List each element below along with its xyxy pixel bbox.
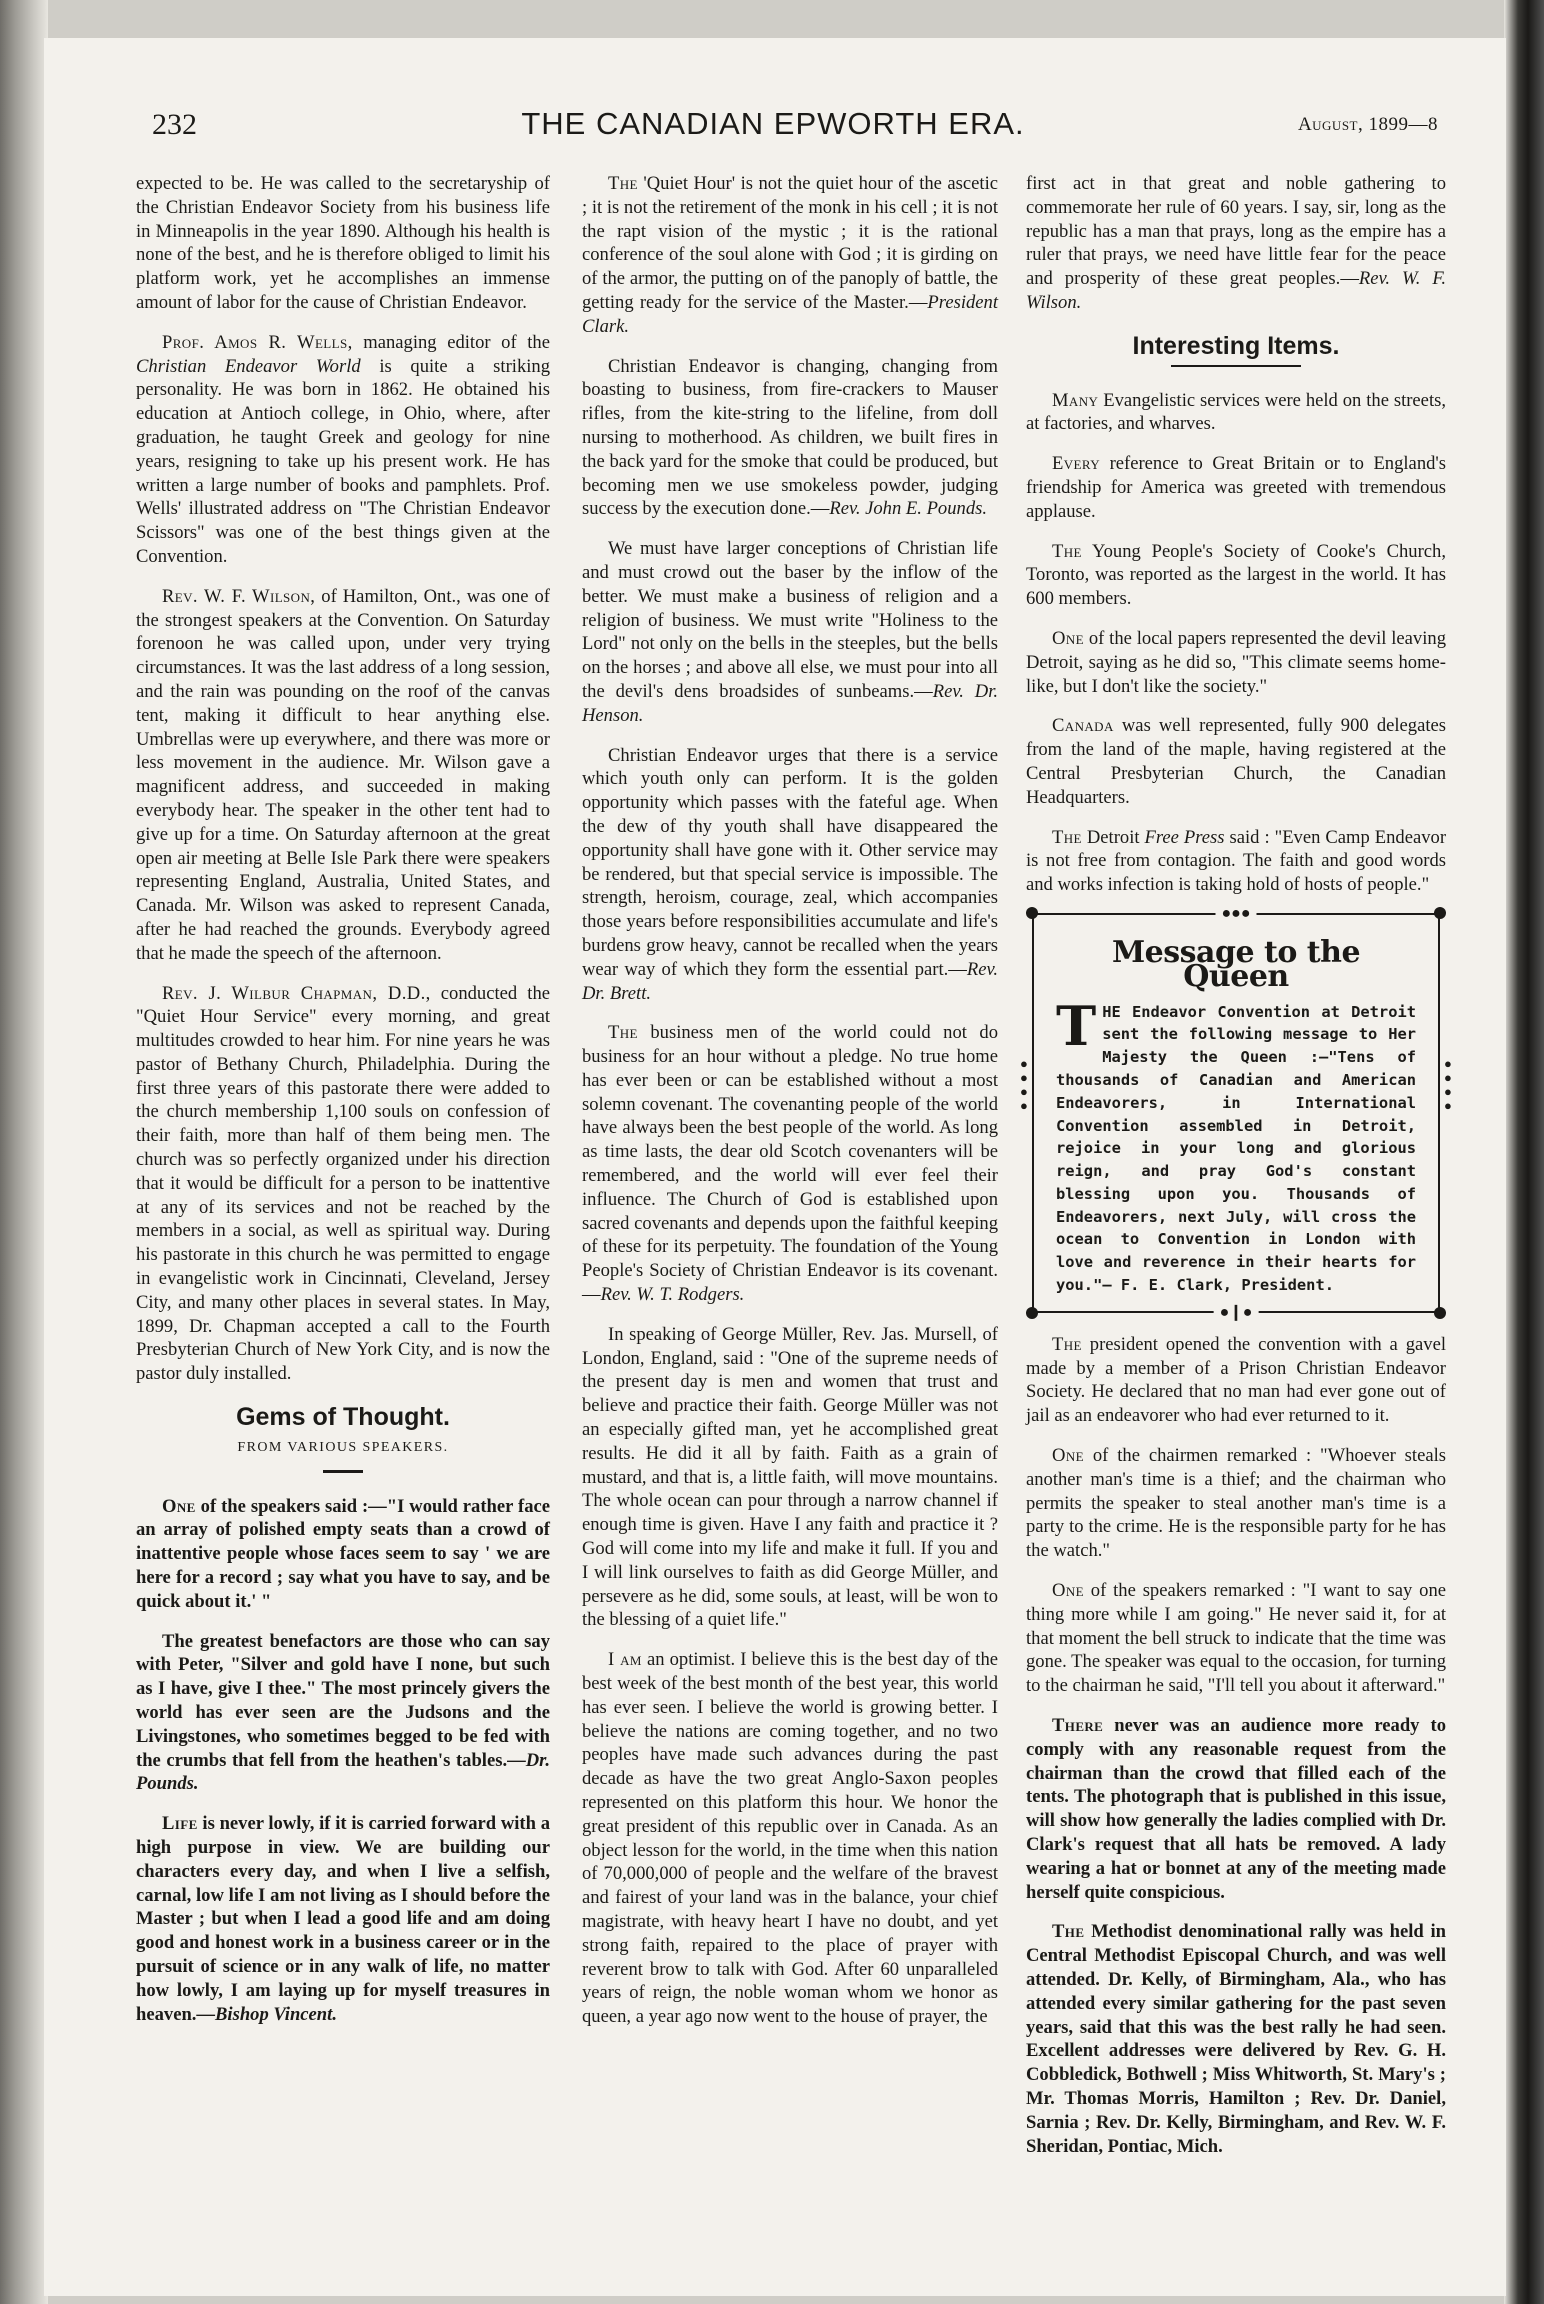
lead-words: The (608, 1022, 638, 1044)
paragraph-text: Detroit (1081, 826, 1145, 848)
paragraph-text: expected to be. He was called to the secretaryship of the Christian Endeavor Society from his business life in Minneapolis in the year 1890. Although his health is none of the best, and he is therefore obliged to limit his platform work, yet he accomplishes an immense amount of labor for the cause of Christian Endeavor. (136, 173, 550, 313)
paragraph (582, 355, 998, 522)
item-paragraph (1026, 826, 1446, 897)
item-paragraph (1026, 1444, 1446, 1563)
column-middle (582, 172, 998, 2045)
paragraph-text: Evangelistic services were held on the streets, at factories, and wharves. (1026, 389, 1446, 435)
section-heading-items: Interesting Items. (1132, 331, 1340, 360)
paragraph-text: We must have larger conceptions of Christian life and must crowd out the baser by the inflow of the better. We must make a business of religion and a religion of business. We must write "Holiness to the Lord" not only on the bells in the steeples, but the bells on the horses ; and above all else, we must pour into all the devil's dens broadsides of sunbeams.— (582, 538, 998, 702)
attribution: Rev. John E. Pounds. (829, 498, 987, 520)
paragraph-text: of the chairmen remarked : "Whoever steals another man's time is a thief; and the chairman who permits the speaker to steal another man's time is a party to the crime. He is the responsible party for he has the watch." (1026, 1445, 1446, 1562)
divider-rule (1171, 365, 1301, 367)
paragraph (136, 1630, 550, 1797)
publication-name: Free Press (1144, 826, 1225, 848)
dot-ornament-icon: ●❙● (1214, 1306, 1259, 1320)
lead-words: Life (162, 1813, 198, 1835)
lead-words: There (1052, 1715, 1104, 1737)
attribution: Rev. W. T. Rodgers. (600, 1284, 745, 1306)
paragraph (136, 1495, 550, 1614)
paragraph-text: of the speakers remarked : "I want to say one thing more while I am going." He never said it, for at that moment the bell struck to indicate that the time was gone. The speaker was equal to the occasion, for turning to the chairman he said, "I'll tell you about it afterward." (1026, 1580, 1446, 1697)
paragraph (582, 744, 998, 1006)
issue-date: August, 1899—8 (1297, 114, 1438, 135)
paragraph (136, 1812, 550, 2026)
paragraph-text: In speaking of George Müller, Rev. Jas. Mursell, of London, England, said : "One of the supreme needs of the present day is men and women that trust and believe and practice their faith. George Müller was not an especially gifted man, yet he accomplished great results. He did it all by faith. Faith as a grain of mustard, and that is, a little faith, will move mountains. The whole ocean can pour through a narrow channel if enough time is given. Have I any faith and practice it ? God will come into my life and make it full. If you and I will link ourselves to faith as did George Müller, and persevere as he did, some souls, at least, will be won to the blessing of a quiet life." (582, 1323, 998, 1631)
lead-words: I am (608, 1649, 642, 1671)
paragraph (136, 982, 550, 1387)
lead-words: Canada (1052, 715, 1114, 737)
item-paragraph (1026, 1333, 1446, 1428)
paragraph-text: 'Quiet Hour' is not the quiet hour of the ascetic ; it is not the retirement of the monk in his cell ; it is not the rapt vision of the mystic ; it is the rational conference of the soul alone with God ; it is girding on of the armor, the putting on of the panoply of battle, the getting ready for the service of the Master.— (582, 173, 998, 313)
paragraph (582, 172, 998, 339)
paragraph-text: of the local papers represented the devil leaving Detroit, saying as he did so, "This climate seems home-like, but I don't like the society." (1026, 627, 1446, 697)
attribution: Dr. Pounds. (136, 1749, 550, 1795)
page-header (108, 106, 1438, 150)
message-to-queen-box (1020, 904, 1452, 1321)
lead-words: One (1052, 1445, 1084, 1467)
paragraph-text: reference to Great Britain or to England's friendship for America was greeted with tremendous applause. (1026, 453, 1446, 522)
lead-words: The (1052, 540, 1082, 562)
item-paragraph (1026, 452, 1446, 523)
attribution: President Clark. (582, 291, 998, 337)
lead-words: The (608, 173, 638, 194)
section-heading-gems: Gems of Thought. (236, 1403, 450, 1432)
attribution: Bishop Vincent. (215, 2003, 337, 2025)
box-text: HE Endeavor Convention at Detroit sent the following message to Her Majesty the Queen :—"Tens of thousands of Canadian and American Endeavorers, in International Convention assembled in Detroit, rejoice in your long and glorious reign, and pray God's constant blessing upon you. Thousands of Endeavorers, next July, will cross the ocean to Convention in London with love and reverence in their hearts for you."— F. E. Clark, President. (1056, 1002, 1416, 1295)
paragraph-text: business men of the world could not do business for an hour without a pledge. No true home has ever been or can be established without a most solemn covenant. The covenanting people of the world have always been the best people of the world. As long as time lasts, the dear old Scotch covenanters will be remembered, and the world will ever feel their influence. The Church of God is established upon sacred covenants and depends upon the faithful keeping of these for its perpetuity. The foundation of the Young People's Society of Christian Endeavor is its covenant.— (582, 1022, 998, 1306)
paragraph (1026, 172, 1446, 315)
paragraph (136, 172, 550, 315)
lead-words: One (162, 1495, 196, 1517)
paragraph (582, 1021, 998, 1307)
paragraph-text: Christian Endeavor is changing, changing from boasting to business, from fire-crackers to Mauser rifles, from the kite-string to the lifeline, from doll nursing to motherhood. As children, we built fires in the back yard for the smoke that could be produced, but becoming men we use smokeless powder, judging success by the execution done.— (582, 355, 998, 520)
paragraph (582, 1323, 998, 1632)
journal-title: THE CANADIAN EPWORTH ERA. (521, 106, 1025, 141)
item-paragraph (1026, 1920, 1446, 2158)
paragraph (136, 331, 550, 569)
paragraph-text: Methodist denominational rally was held in Central Methodist Episcopal Church, and was well attended. Dr. Kelly, of Birmingham, Ala., who has attended every similar gathering for the past seven years, said that this was the best rally he had seen. Excellent addresses were delivered by Rev. G. H. Cobbledick, Bothwell ; Miss Whitworth, St. Mary's ; Mr. Thomas Morris, Hamilton ; Rev. Dr. Daniel, Sarnia ; Rev. Dr. Kelly, Birmingham, and Rev. W. F. Sheridan, Pontiac, Mich. (1026, 1921, 1446, 2157)
paragraph-text: never was an audience more ready to comply with any reasonable request from the chairman than the crowd that filled each of the tents. The photograph that is published in this issue, will show how generally the ladies complied with Dr. Clark's request that all hats be removed. A lady wearing a hat or bonnet at any of the meeting made herself quite conspicious. (1026, 1715, 1446, 1903)
paragraph-text: is never lowly, if it is carried forward with a high purpose in view. We are building our characters every day, and when I live a selfish, carnal, low life I am not living as I should before the Master ; but when I lead a good life and am doing good and honest work in a business career or in the pursuit of science or in any walk of life, no matter how lowly, I am laying up for myself treasures in heaven.— (136, 1813, 550, 2025)
page-edge-shadow (1504, 0, 1544, 2304)
item-paragraph (1026, 714, 1446, 809)
paragraph-text: said : "Even Camp Endeavor is not free from contagion. The faith and good words and works infection is taking hold of hosts of people." (1026, 826, 1447, 896)
paragraph-text: conducted the "Quiet Hour Service" every morning, and great multitudes crowded to hear him. For nine years he was pastor of Bethany Church, Philadelphia. During the first three years of this pastorate there were added to the church membership 1,100 souls on confession of their faith, more than half of them being men. The church was so perfectly organized under his direction that it would be difficult for a person to be inattentive at any of its services and not be reached by the members in a social, as well as spiritual way. During his pastorate in this church he was permitted to engage in evangelistic work in Cincinnati, Cleveland, Jersey City, and many other places in several states. In May, 1899, Dr. Chapman accepted a call to the Fourth Presbyterian Church of New York City, and is now the pastor duly installed. (136, 982, 550, 1385)
paragraph-text: of Hamilton, Ont., was one of the strongest speakers at the Convention. On Saturday forenoon he was called upon, under very trying circumstances. It was the last address of a long session, and the rain was pounding on the roof of the canvas tent, making it difficult to hear anything else. Umbrellas were up everywhere, and there was more or less movement in the audience. Mr. Wilson gave a magnificent address, and succeeded in making everybody hear. The speaker in the other tent had to give up for a time. On Saturday afternoon at the great open air meeting at Belle Isle Park there were speakers representing England, Australia, United States, and Canada. Mr. Wilson was asked to represent Canada, after he had reached the grounds. Everybody agreed that he made the speech of the afternoon. (136, 585, 550, 964)
page-number: 232 (152, 108, 197, 141)
paragraph-text: Young People's Society of Cooke's Church, Toronto, was reported as the largest in the world. It has 600 members. (1026, 540, 1446, 610)
paragraph-text: is quite a striking personality. He was born in 1862. He obtained his education at Antioch college, in Ohio, where, after graduation, he taught Greek and geology for nine years, resigning to take up his present work. He has written a large number of books and pamphlets. Prof. Wells' illustrated address on "The Christian Endeavor Scissors" was one of the best things given at the Convention. (136, 355, 550, 567)
column-right (1020, 172, 1452, 2174)
attribution: Rev. W. F. Wilson. (1026, 268, 1447, 313)
box-body (1056, 993, 1416, 1297)
item-paragraph (1026, 1714, 1446, 1904)
item-paragraph (1026, 1579, 1446, 1698)
attribution: Rev. Dr. Brett. (582, 958, 998, 1004)
side-ornament-icon: ● ● ● ● (1444, 1055, 1452, 1113)
paragraph-text: president opened the convention with a gavel made by a member of a Prison Christian Endeavor Society. He declared that no man had ever gone out of jail as an endeavorer who had ever returned to it. (1026, 1333, 1446, 1427)
paragraph-text: The greatest benefactors are those who can say with Peter, "Silver and gold have I none, but such as I have, give I thee." The most princely givers the world has ever seen are the Judsons and the Livingstones, who sometimes begged to be fed with the crumbs that fell from the heathen's tables.— (136, 1630, 550, 1771)
item-paragraph (1026, 389, 1446, 437)
book-spine-shadow (0, 0, 48, 2304)
paragraph-text: of the speakers said :—"I would rather face an array of polished empty seats than a crowd of inattentive people whose faces seem to say ' we are here for a record ; say what you have to say, and be quick about it.' " (136, 1495, 550, 1612)
lead-words: Rev. W. F. Wilson, (162, 585, 316, 607)
side-ornament-icon: ● ● ● ● (1020, 1055, 1028, 1113)
paragraph-text: first act in that great and noble gathering to commemorate her rule of 60 years. I say, sir, long as the republic has a man that prays, long as the empire has a ruler that prays, we need have little fear for the peace and prosperity of these great peoples.— (1026, 173, 1446, 290)
box-title: Message to the Queen (1111, 934, 1361, 994)
paragraph (582, 1648, 998, 2029)
paragraph (136, 585, 550, 966)
attribution: Rev. Dr. Henson. (582, 680, 999, 726)
drop-cap: T (1056, 993, 1097, 1058)
corner-ornament-icon (1434, 1307, 1446, 1319)
lead-words: Every (1052, 453, 1101, 475)
lead-words: Rev. J. Wilbur Chapman, D.D., (162, 982, 431, 1004)
lead-words: The (1052, 1333, 1082, 1355)
corner-ornament-icon (1026, 1307, 1038, 1319)
section-subheading: FROM VARIOUS SPEAKERS. (237, 1439, 449, 1455)
corner-ornament-icon (1026, 907, 1038, 919)
lead-words: One (1052, 627, 1084, 649)
lead-words: The (1052, 1921, 1085, 1943)
paragraph-text: an optimist. I believe this is the best day of the best week of the best month of the best year, this world has ever seen. I believe the world is growing better. I believe the nations are coming together, and no two peoples have made such advances during the past decade as have the two great Anglo-Saxon peoples represented on this platform this hour. We honor the great president of this republic over in Canada. As an object lesson for the world, in the time when this nation of 70,000,000 of people and the welfare of the bravest and fairest of your land was in the balance, your chief magistrate, with heavy heart I have no doubt, and yet strong faith, repaired to the place of prayer with reverent brow to talk with God. After 60 unparalleled years of reign, the noble woman whom we honor as queen, a year ago now went to the house of prayer, the (582, 1649, 998, 2028)
item-paragraph (1026, 540, 1446, 611)
lead-words: The (1052, 826, 1082, 848)
paragraph-text: Christian Endeavor urges that there is a service which youth only can perform. It is the golden opportunity which passes with the fateful age. When the dew of thy youth shall have disappeared the opportunity shall have gone with it. Other service may be rendered, but that special service is impossible. The strength, heroism, courage, zeal, which accompanies those years before responsibilities accumulate and life's burdens grow heavy, cannot be recalled when the years wear way of which they form the essential part.— (582, 744, 998, 980)
paragraph-text: managing editor of the (352, 331, 550, 353)
item-paragraph (1026, 627, 1446, 698)
divider-rule (323, 1470, 363, 1473)
paragraph (582, 537, 998, 727)
lead-words: Many (1052, 389, 1099, 411)
lead-words: Prof. Amos R. Wells, (162, 331, 353, 353)
corner-ornament-icon (1434, 907, 1446, 919)
column-left (136, 172, 550, 2042)
publication-name: Christian Endeavor World (136, 355, 361, 377)
dot-ornament-icon: ●●● (1216, 907, 1257, 921)
lead-words: One (1052, 1580, 1084, 1602)
paragraph-text: was well represented, fully 900 delegates from the land of the maple, having registered at the Central Presbyterian Church, the Canadian Headquarters. (1026, 715, 1446, 808)
